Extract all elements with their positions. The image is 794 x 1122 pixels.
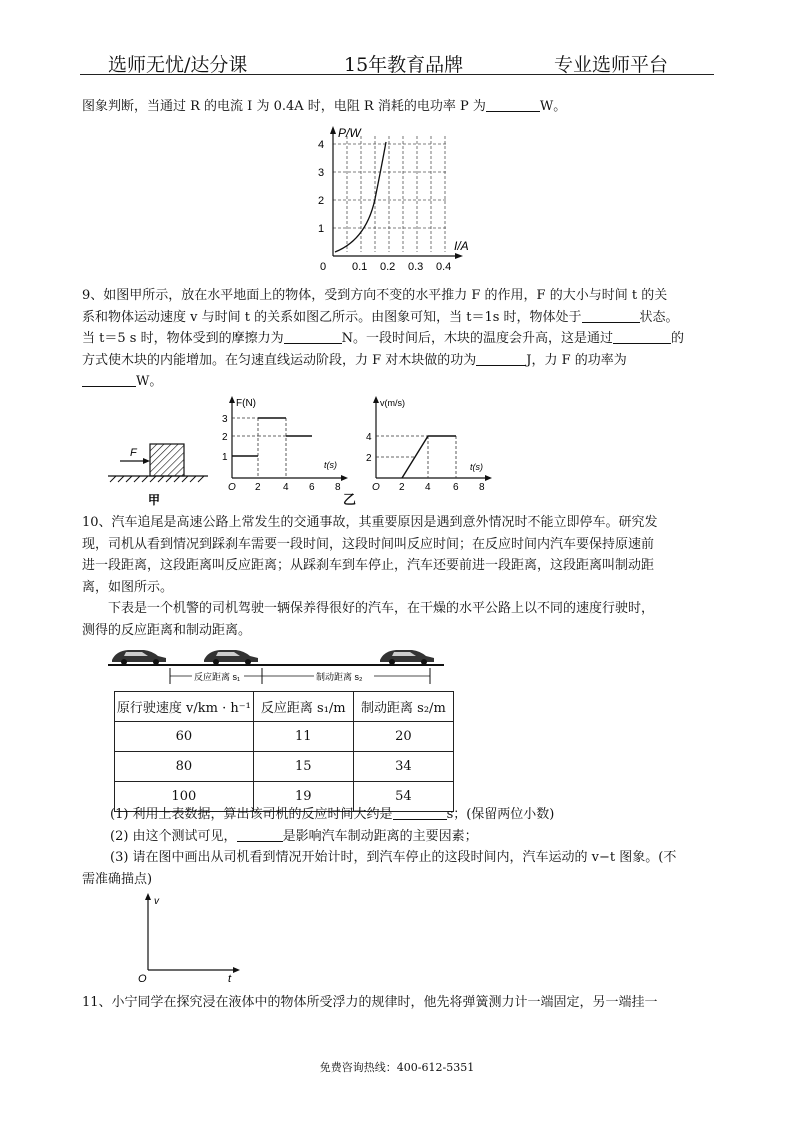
table-cell: 100 (115, 782, 254, 812)
power-current-graph (308, 124, 469, 276)
answer-blank[interactable] (582, 309, 640, 323)
column-header: 制动距离 s₂/m (353, 692, 453, 722)
q9-text-part: W。 (136, 374, 163, 389)
q10-line: 10、汽车追尾是高速公路上常发生的交通事故，其重要原因是遇到意外情况时不能立即停车。研究发 (82, 515, 658, 530)
y-tick: 2 (318, 195, 325, 207)
header-left: 选师无忧/达分课 (108, 54, 248, 76)
column-header: 原行驶速度 v/km · h⁻¹ (115, 692, 254, 722)
x-arrow (485, 475, 492, 481)
x-tick: 6 (309, 482, 315, 493)
q10-subquestions (110, 804, 676, 869)
q9-text (82, 285, 684, 393)
answer-blank[interactable] (393, 806, 447, 820)
y-tick: 1 (222, 452, 228, 463)
table-cell: 34 (353, 752, 453, 782)
y-label: v(m/s) (380, 398, 405, 408)
x-tick: 0.2 (380, 261, 396, 273)
graph-grid (333, 136, 446, 252)
q11-line: 11、小宁同学在探究浸在液体中的物体所受浮力的规律时，他先将弹簧测力计一端固定，另一端挂一 (82, 995, 658, 1010)
page-header (80, 44, 714, 75)
x-tick: 8 (335, 482, 341, 493)
x-tick: 2 (255, 482, 261, 493)
q9-text-part: 状态。 (639, 309, 679, 325)
table-header-row (115, 692, 454, 722)
graph-guides (232, 418, 286, 478)
header-right: 专业选师平台 (554, 54, 669, 76)
y-tick: 3 (222, 414, 228, 425)
q8-text: 图象判断，当通过 R 的电流 I 为 0.4A 时，电阻 R 消耗的电功率 P 为 (82, 99, 486, 114)
braking-road-diagram (108, 642, 444, 688)
subquestion-2 (110, 826, 676, 848)
force-label: F (130, 447, 137, 459)
x-tick: 6 (453, 482, 459, 493)
origin-label: 0 (320, 261, 327, 273)
x-tick: 0.1 (352, 261, 368, 273)
x-tick: 0.3 (408, 261, 424, 273)
subquestion-3-cont: 需准确描点) (82, 872, 153, 887)
y-arrow (145, 893, 151, 900)
table-cell: 20 (353, 722, 453, 752)
q8-line (82, 96, 566, 118)
y-tick: 2 (366, 453, 372, 464)
subquestion-1 (110, 804, 676, 826)
x-arrow (233, 967, 240, 973)
y-tick: 2 (222, 432, 228, 443)
q9-text-part: 方式使木块的内能增加。在匀速直线运动阶段，力 F 对木块做的功为 (82, 352, 477, 368)
answer-blank[interactable] (284, 330, 342, 344)
header-center: 15年教育品牌 (344, 54, 464, 76)
q10-text (82, 512, 658, 641)
force-arrowhead (143, 458, 150, 464)
y-tick: 1 (318, 223, 325, 235)
blank-vt-axes (136, 892, 246, 984)
table-cell: 15 (253, 752, 353, 782)
q9-text-part: 系和物体运动速度 v 与时间 t 的关系如图乙所示。由图象可知，当 t＝1s 时，物体处于 (82, 309, 582, 325)
y-tick: 4 (318, 139, 325, 151)
table-row (115, 752, 454, 782)
table-cell: 19 (253, 782, 353, 812)
subquestion-text: s；(保留两位小数) (446, 807, 555, 822)
q10-line: 进一段距离，这段距离叫反应距离；从踩刹车到车停止，汽车还要前进一段距离，这段距离叫制动距 (82, 558, 655, 573)
x-arrow (455, 253, 463, 259)
origin-label: O (372, 482, 380, 493)
table-cell: 11 (253, 722, 353, 752)
y-tick: 3 (318, 167, 325, 179)
answer-blank[interactable] (476, 352, 526, 366)
wooden-block (150, 444, 184, 476)
q9-text-part: N。一段时间后，木块的温度会升高，这是通过 (341, 331, 613, 346)
braking-distance-label: 制动距离 s₂ (316, 672, 363, 682)
q9-text-part: 的 (670, 331, 684, 346)
y-label: P/W (338, 126, 361, 140)
origin-label: O (228, 482, 236, 493)
q9-line (82, 307, 684, 329)
q8-unit: W。 (539, 99, 567, 114)
x-tick: 4 (425, 482, 431, 493)
q9-text-part: 当 t＝5 s 时，物体受到的摩擦力为 (82, 331, 284, 346)
caption-jia: 甲 (148, 493, 161, 507)
car-icon (112, 650, 166, 665)
q10-line: 现，司机从看到情况到踩刹车需要一段时间，这段时间叫反应时间；在反应时间内汽车要保持原速前 (82, 536, 655, 552)
q9-line (82, 328, 684, 350)
ground-hatch (110, 476, 204, 482)
q9-line (82, 350, 684, 372)
y-arrow (330, 126, 336, 134)
q10-line: 下表是一个机警的司机驾驶一辆保养得很好的汽车，在干燥的水平公路上以不同的速度行驶时， (108, 601, 655, 616)
x-arrow (341, 475, 348, 481)
q10-line: 测得的反应距离和制动距离。 (82, 622, 252, 638)
q10-line: 离，如图所示。 (82, 579, 174, 595)
y-label: v (154, 896, 159, 907)
car-icon (204, 650, 258, 665)
table-cell: 60 (115, 722, 254, 752)
subquestion-text: 是影响汽车制动距离的主要因素； (282, 828, 478, 844)
column-header: 反应距离 s₁/m (253, 692, 353, 722)
x-label: I/A (454, 239, 469, 253)
figure-jia (108, 436, 218, 508)
x-label: t(s) (470, 462, 483, 472)
pi-curve (335, 142, 386, 252)
answer-blank[interactable] (486, 98, 540, 112)
speed-distance-table (114, 691, 454, 812)
subquestion-3: (3) 请在图中画出从司机看到情况开始计时，到汽车停止的这段时间内，汽车运动的 v−t 图象。(不 (110, 850, 677, 865)
y-arrow (229, 396, 235, 403)
answer-blank[interactable] (82, 373, 136, 387)
x-tick: 8 (479, 482, 485, 493)
answer-blank[interactable] (613, 330, 671, 344)
answer-blank[interactable] (237, 828, 283, 842)
q9-text-part: J，力 F 的功率为 (526, 352, 627, 368)
table-row (115, 722, 454, 752)
x-tick: 0.4 (436, 261, 452, 273)
x-label: t (228, 973, 232, 985)
y-label: F(N) (236, 398, 256, 409)
q9-line (82, 371, 684, 393)
force-time-graph (214, 394, 354, 492)
table-cell: 54 (353, 782, 453, 812)
car-icon (380, 650, 434, 665)
x-tick: 4 (283, 482, 289, 493)
q9-line: 9、如图甲所示，放在水平地面上的物体，受到方向不变的水平推力 F 的作用，F 的大小与时间 t 的关 (82, 288, 668, 303)
graph-guides (376, 436, 456, 478)
origin-label: O (138, 973, 147, 985)
page-footer: 免费咨询热线：400-612-5351 (319, 1061, 475, 1074)
subquestion-text: (1) 利用上表数据，算出该司机的反应时间大约是 (110, 807, 393, 822)
x-label: t(s) (324, 460, 337, 470)
velocity-line (402, 436, 456, 478)
x-tick: 2 (399, 482, 405, 493)
y-arrow (373, 396, 379, 403)
subquestion-text: (2) 由这个测试可见， (110, 828, 237, 844)
table-cell: 80 (115, 752, 254, 782)
reaction-distance-label: 反应距离 s₁ (194, 672, 241, 682)
caption-yi: 乙 (343, 493, 357, 508)
velocity-time-graph (358, 394, 498, 492)
y-tick: 4 (366, 432, 372, 443)
